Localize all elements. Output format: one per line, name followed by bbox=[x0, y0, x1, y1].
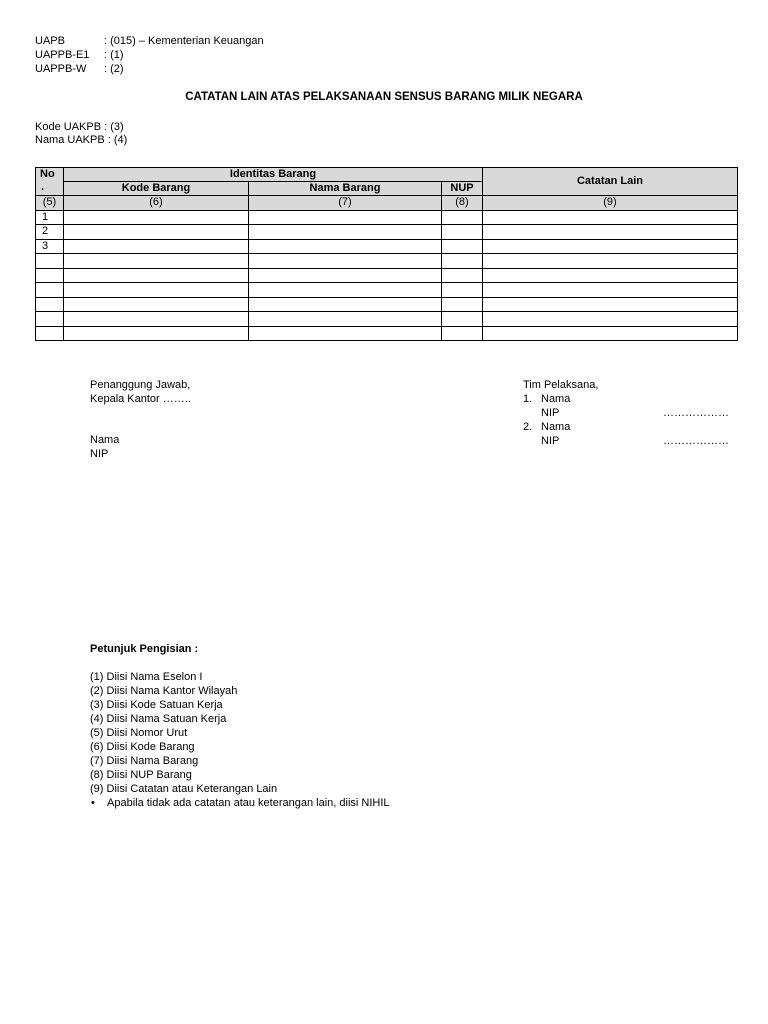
member1-number: 1. bbox=[523, 393, 533, 405]
table-row bbox=[36, 254, 738, 269]
header-value-uapb: : (015) – Kementerian Keuangan bbox=[104, 35, 264, 47]
instruction-item: (1) Diisi Nama Eselon I bbox=[90, 671, 203, 683]
instructions-heading: Petunjuk Pengisian : bbox=[90, 643, 199, 655]
instruction-item: (7) Diisi Nama Barang bbox=[90, 755, 199, 767]
header-label-uapb: UAPB bbox=[35, 35, 65, 47]
table-row bbox=[36, 268, 738, 283]
sig-left-line1: Penanggung Jawab, bbox=[90, 379, 191, 391]
instruction-item: (3) Diisi Kode Satuan Kerja bbox=[90, 699, 223, 711]
col-header-no bbox=[36, 168, 64, 196]
col-header-no-line1: No bbox=[40, 168, 55, 180]
numbering-cell: (5) bbox=[36, 196, 64, 211]
header-value-uappb-w: : (2) bbox=[104, 63, 124, 75]
row-number: 1 bbox=[36, 210, 64, 225]
row-number: 2 bbox=[36, 225, 64, 240]
group-header-identitas: Identitas Barang bbox=[64, 168, 483, 182]
member2-number: 2. bbox=[523, 421, 533, 433]
member2-name: Nama bbox=[541, 421, 571, 433]
row-number bbox=[36, 283, 64, 298]
bullet-icon: • bbox=[91, 797, 95, 809]
kode-uakpb: Kode UAKPB : (3) bbox=[35, 121, 124, 133]
row-number bbox=[36, 326, 64, 341]
document-title: CATATAN LAIN ATAS PELAKSANAAN SENSUS BARANG MILIK NEGARA bbox=[185, 91, 583, 103]
header-label-uappb-w: UAPPB-W bbox=[35, 63, 87, 75]
header-label-uappb-e1: UAPPB-E1 bbox=[35, 49, 90, 61]
table-row bbox=[36, 326, 738, 341]
table-row bbox=[36, 283, 738, 298]
instruction-item: (4) Diisi Nama Satuan Kerja bbox=[90, 713, 227, 725]
census-table bbox=[35, 167, 738, 341]
member1-nip: NIP bbox=[541, 407, 560, 419]
member2-dots: ……………… bbox=[663, 435, 729, 447]
numbering-cell: (8) bbox=[442, 196, 483, 211]
row-number: 3 bbox=[36, 239, 64, 254]
sig-right-title: Tim Pelaksana, bbox=[523, 379, 599, 391]
table-row bbox=[36, 210, 738, 225]
numbering-cell: (6) bbox=[64, 196, 249, 211]
table-row bbox=[36, 297, 738, 312]
sig-left-nip: NIP bbox=[90, 448, 109, 460]
header-value-uappb-e1: : (1) bbox=[104, 49, 124, 61]
row-number bbox=[36, 297, 64, 312]
instruction-item: (2) Diisi Nama Kantor Wilayah bbox=[90, 685, 238, 697]
numbering-row bbox=[36, 196, 738, 211]
row-number bbox=[36, 268, 64, 283]
col-header-nama: Nama Barang bbox=[249, 182, 442, 196]
nama-uakpb: Nama UAKPB : (4) bbox=[35, 134, 128, 146]
numbering-cell: (9) bbox=[483, 196, 738, 211]
col-header-kode: Kode Barang bbox=[64, 182, 249, 196]
col-header-catatan: Catatan Lain bbox=[483, 168, 738, 196]
sig-left-line2: Kepala Kantor …….. bbox=[90, 393, 191, 405]
numbering-cell: (7) bbox=[249, 196, 442, 211]
instruction-item: (6) Diisi Kode Barang bbox=[90, 741, 195, 753]
member1-name: Nama bbox=[541, 393, 571, 405]
member1-dots: ……………… bbox=[663, 407, 729, 419]
instruction-item: (9) Diisi Catatan atau Keterangan Lain bbox=[90, 783, 278, 795]
row-number bbox=[36, 254, 64, 269]
table-row bbox=[36, 312, 738, 327]
member2-nip: NIP bbox=[541, 435, 560, 447]
col-header-no-line2: . bbox=[41, 181, 45, 193]
table-row bbox=[36, 239, 738, 254]
instruction-bullet-text: Apabila tidak ada catatan atau keterangan lain, diisi NIHIL bbox=[107, 797, 390, 809]
instruction-item: (8) Diisi NUP Barang bbox=[90, 769, 192, 781]
col-header-nup: NUP bbox=[442, 182, 483, 196]
instruction-item: (5) Diisi Nomor Urut bbox=[90, 727, 188, 739]
table-row bbox=[36, 225, 738, 240]
sig-left-name: Nama bbox=[90, 434, 120, 446]
row-number bbox=[36, 312, 64, 327]
